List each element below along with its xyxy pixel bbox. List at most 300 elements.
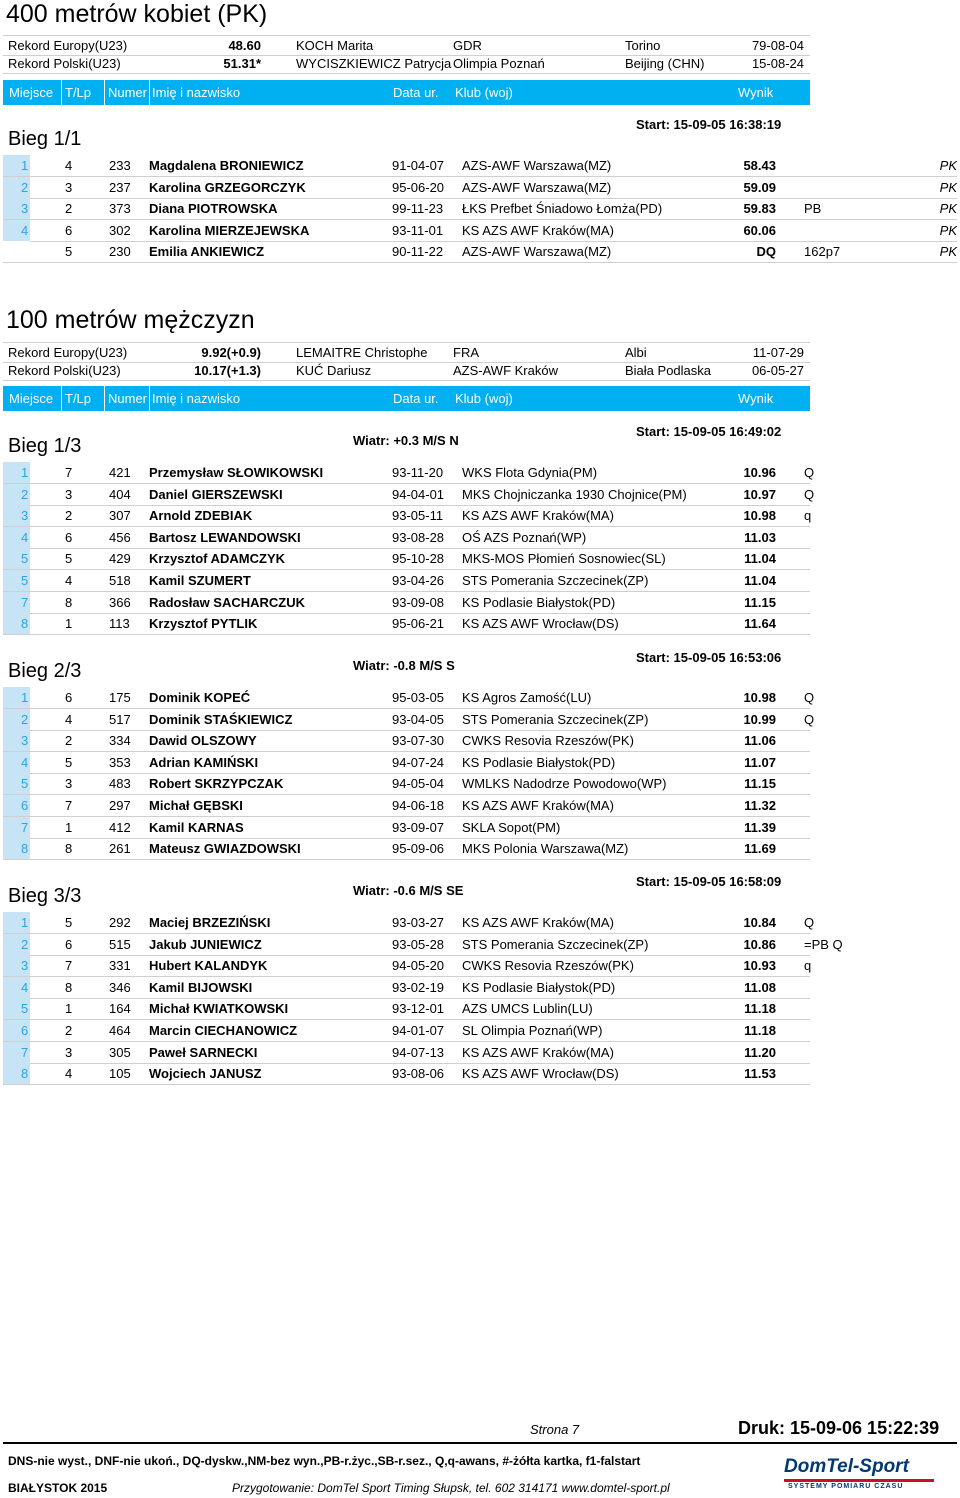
position-number: 2 <box>21 937 29 952</box>
row-divider <box>3 859 810 860</box>
position-cell <box>3 592 30 613</box>
club-name: KS AZS AWF Kraków(MA) <box>462 1045 614 1060</box>
birth-date: 93-12-01 <box>392 1001 445 1016</box>
bib-number: 302 <box>109 223 131 238</box>
position-cell <box>3 730 30 751</box>
bib-number: 404 <box>109 487 131 502</box>
lane-number: 6 <box>65 530 73 545</box>
result-row <box>3 1042 957 1063</box>
city-year: BIAŁYSTOK 2015 <box>8 1481 108 1495</box>
birth-date: 95-06-20 <box>392 180 445 195</box>
athlete-name: Kamil SZUMERT <box>149 573 251 588</box>
position-cell <box>3 462 30 483</box>
club-name: KS AZS AWF Kraków(MA) <box>462 508 614 523</box>
section-title: 100 metrów mężczyzn <box>6 306 255 334</box>
result-row <box>3 548 957 569</box>
club-name: SKLA Sopot(PM) <box>462 820 561 835</box>
club-name: WMLKS Nadodrze Powodowo(WP) <box>462 776 667 791</box>
record-place: Beijing (CHN) <box>625 56 705 71</box>
heat-title: Bieg 1/3 <box>8 435 82 457</box>
header-separator <box>61 80 62 105</box>
record-athlete: KUĆ Dariusz <box>296 363 372 378</box>
lane-number: 8 <box>65 595 73 610</box>
club-name: KS AZS AWF Wrocław(DS) <box>462 616 619 631</box>
position-number: 2 <box>21 712 29 727</box>
result-row <box>3 817 957 838</box>
birth-date: 99-11-23 <box>392 201 444 216</box>
birth-date: 93-05-28 <box>392 937 445 952</box>
birth-date: 94-05-04 <box>392 776 445 791</box>
header-separator <box>104 80 105 105</box>
heat-start: Start: 15-09-05 16:49:02 <box>636 424 782 439</box>
club-name: AZS-AWF Warszawa(MZ) <box>462 158 612 173</box>
lane-number: 7 <box>65 798 73 813</box>
record-club: AZS-AWF Kraków <box>453 363 558 378</box>
result-row <box>3 998 957 1019</box>
logo-subtitle: SYSTEMY POMIARU CZASU <box>788 1483 904 1490</box>
result-value: 10.96 <box>743 465 776 480</box>
athlete-name: Wojciech JANUSZ <box>149 1066 262 1081</box>
header-separator <box>104 386 105 411</box>
position-cell <box>3 998 30 1019</box>
lane-number: 3 <box>65 180 73 195</box>
birth-date: 95-06-21 <box>392 616 445 631</box>
result-row <box>3 505 957 526</box>
logo-bar <box>784 1479 934 1482</box>
result-row <box>3 613 957 634</box>
result-value: 11.32 <box>744 798 776 813</box>
athlete-name: Jakub JUNIEWICZ <box>149 937 262 952</box>
club-name: SL Olimpia Poznań(WP) <box>462 1023 603 1038</box>
header-miejsce: Miejsce <box>9 391 54 406</box>
row-divider <box>3 634 810 635</box>
result-row <box>3 795 957 816</box>
result-row <box>3 934 957 955</box>
result-value: 10.84 <box>743 915 776 930</box>
birth-date: 93-04-26 <box>392 573 445 588</box>
heat-wind: Wiatr: -0.8 M/S S <box>353 658 455 673</box>
club-name: STS Pomerania Szczecinek(ZP) <box>462 937 649 952</box>
bib-number: 517 <box>109 712 131 727</box>
legend-text: DNS-nie wyst., DNF-nie ukoń., DQ-dyskw.,NM-bez wyn.,PB-r.życ.,SB-r.sez., Q,q-awans, #-żółta kartka, f1-falstart <box>8 1454 641 1468</box>
column-header-bar <box>3 386 810 411</box>
birth-date: 94-05-20 <box>392 958 445 973</box>
birth-date: 93-02-19 <box>392 980 445 995</box>
lane-number: 2 <box>65 508 73 523</box>
category-note: PK <box>939 201 957 216</box>
birth-date: 95-09-06 <box>392 841 445 856</box>
row-divider <box>3 262 957 263</box>
heat-wind: Wiatr: +0.3 M/S N <box>353 433 459 448</box>
birth-date: 94-04-01 <box>392 487 445 502</box>
bib-number: 412 <box>109 820 131 835</box>
record-club: FRA <box>453 345 479 360</box>
result-value: 11.04 <box>744 551 776 566</box>
position-number: 8 <box>21 616 29 631</box>
position-cell <box>3 198 30 219</box>
lane-number: 2 <box>65 201 73 216</box>
position-number: 1 <box>21 465 29 480</box>
lane-number: 2 <box>65 733 73 748</box>
record-date: 15-08-24 <box>751 56 804 71</box>
result-value: 11.07 <box>744 755 776 770</box>
club-name: STS Pomerania Szczecinek(ZP) <box>462 573 649 588</box>
position-cell <box>3 709 30 730</box>
athlete-name: Krzysztof ADAMCZYK <box>149 551 286 566</box>
bib-number: 373 <box>109 201 131 216</box>
result-value: 11.06 <box>744 733 776 748</box>
result-row <box>3 912 957 933</box>
position-cell <box>3 912 30 933</box>
athlete-name: Krzysztof PYTLIK <box>149 616 258 631</box>
position-cell <box>3 838 30 859</box>
position-cell <box>3 955 30 976</box>
lane-number: 7 <box>65 958 73 973</box>
heat-wind: Wiatr: -0.6 M/S SE <box>353 883 464 898</box>
result-value: 10.98 <box>743 690 776 705</box>
club-name: KS AZS AWF Kraków(MA) <box>462 798 614 813</box>
position-cell <box>3 177 30 198</box>
birth-date: 93-09-08 <box>392 595 445 610</box>
club-name: KS AZS AWF Kraków(MA) <box>462 223 614 238</box>
club-name: ŁKS Prefbet Śniadowo Łomża(PD) <box>462 201 663 216</box>
lane-number: 6 <box>65 690 73 705</box>
header-separator <box>149 80 150 105</box>
result-value: 11.69 <box>744 841 776 856</box>
result-value: 11.15 <box>744 595 776 610</box>
position-number: 2 <box>21 180 29 195</box>
record-row-divider <box>3 380 810 381</box>
bib-number: 421 <box>109 465 131 480</box>
position-number: 6 <box>21 1023 29 1038</box>
athlete-name: Paweł SARNECKI <box>149 1045 258 1060</box>
bib-number: 464 <box>109 1023 131 1038</box>
position-cell <box>3 752 30 773</box>
bib-number: 305 <box>109 1045 131 1060</box>
bib-number: 483 <box>109 776 131 791</box>
record-date: 79-08-04 <box>751 38 804 53</box>
position-cell <box>3 934 30 955</box>
athlete-name: Arnold ZDEBIAK <box>149 508 253 523</box>
record-club: Olimpia Poznań <box>453 56 545 71</box>
athlete-name: Karolina GRZEGORCZYK <box>149 180 306 195</box>
header-result: Wynik <box>738 85 774 100</box>
position-cell <box>3 241 30 262</box>
lane-number: 7 <box>65 465 73 480</box>
record-result: 10.17(+1.3) <box>194 363 261 378</box>
athlete-name: Dawid OLSZOWY <box>149 733 257 748</box>
result-note: PB <box>804 201 822 216</box>
record-place: Torino <box>625 38 661 53</box>
result-value: DQ <box>756 244 776 259</box>
record-row-divider <box>3 73 810 74</box>
bib-number: 292 <box>109 915 131 930</box>
lane-number: 3 <box>65 776 73 791</box>
result-note: Q <box>804 712 815 727</box>
position-number: 3 <box>21 508 29 523</box>
result-row <box>3 955 957 976</box>
header-club: Klub (woj) <box>455 85 513 100</box>
record-label: Rekord Europy(U23) <box>8 345 128 360</box>
club-name: MKS Chojniczanka 1930 Chojnice(PM) <box>462 487 687 502</box>
position-cell <box>3 570 30 591</box>
result-note: Q <box>804 690 815 705</box>
birth-date: 94-01-07 <box>392 1023 445 1038</box>
result-value: 11.20 <box>744 1045 776 1060</box>
result-row <box>3 730 957 751</box>
athlete-name: Daniel GIERSZEWSKI <box>149 487 283 502</box>
result-row <box>3 220 957 241</box>
lane-number: 1 <box>65 820 73 835</box>
athlete-name: Przemysław SŁOWIKOWSKI <box>149 465 324 480</box>
position-number: 8 <box>21 841 29 856</box>
lane-number: 3 <box>65 487 73 502</box>
club-name: STS Pomerania Szczecinek(ZP) <box>462 712 649 727</box>
birth-date: 93-04-05 <box>392 712 445 727</box>
result-row <box>3 838 957 859</box>
position-cell <box>3 527 30 548</box>
result-value: 10.97 <box>743 487 776 502</box>
category-note: PK <box>939 180 957 195</box>
record-box-top <box>3 342 810 343</box>
result-row <box>3 709 957 730</box>
heat-title: Bieg 1/1 <box>8 128 82 150</box>
athlete-name: Magdalena BRONIEWICZ <box>149 158 304 173</box>
lane-number: 6 <box>65 223 73 238</box>
result-note: 162p7 <box>804 244 841 259</box>
position-number: 5 <box>21 551 29 566</box>
record-result: 9.92(+0.9) <box>201 345 261 360</box>
footer-divider <box>3 1442 957 1444</box>
bib-number: 331 <box>109 958 131 973</box>
record-result: 48.60 <box>228 38 261 53</box>
lane-number: 4 <box>65 712 73 727</box>
lane-number: 5 <box>65 755 73 770</box>
club-name: KS AZS AWF Wrocław(DS) <box>462 1066 619 1081</box>
result-row <box>3 773 957 794</box>
club-name: AZS UMCS Lublin(LU) <box>462 1001 593 1016</box>
position-number: 1 <box>21 690 29 705</box>
athlete-name: Hubert KALANDYK <box>149 958 268 973</box>
lane-number: 4 <box>65 573 73 588</box>
result-value: 10.99 <box>743 712 776 727</box>
birth-date: 95-03-05 <box>392 690 445 705</box>
bib-number: 297 <box>109 798 131 813</box>
bib-number: 233 <box>109 158 131 173</box>
heat-start: Start: 15-09-05 16:58:09 <box>636 874 782 889</box>
result-value: 10.93 <box>743 958 776 973</box>
record-label: Rekord Polski(U23) <box>8 363 121 378</box>
domtel-logo <box>784 1456 936 1494</box>
result-value: 10.98 <box>743 508 776 523</box>
athlete-name: Adrian KAMIŃSKI <box>149 755 259 770</box>
position-number: 4 <box>21 755 29 770</box>
athlete-name: Bartosz LEWANDOWSKI <box>149 530 301 545</box>
lane-number: 5 <box>65 244 73 259</box>
birth-date: 94-07-13 <box>392 1045 445 1060</box>
position-number: 7 <box>21 1045 29 1060</box>
record-place: Albi <box>625 345 647 360</box>
result-note: q <box>804 958 812 973</box>
result-note: =PB Q <box>804 937 843 952</box>
athlete-name: Dominik KOPEĆ <box>149 690 251 705</box>
birth-date: 93-11-01 <box>392 223 444 238</box>
bib-number: 518 <box>109 573 131 588</box>
position-number: 1 <box>21 158 29 173</box>
position-cell <box>3 1020 30 1041</box>
result-note: Q <box>804 487 815 502</box>
result-row <box>3 570 957 591</box>
athlete-name: Radosław SACHARCZUK <box>149 595 306 610</box>
result-row <box>3 198 957 219</box>
prepared-by: Przygotowanie: DomTel Sport Timing Słupsk, tel. 602 314171 www.domtel-sport.pl <box>232 1481 670 1495</box>
bib-number: 429 <box>109 551 131 566</box>
result-row <box>3 592 957 613</box>
result-value: 11.18 <box>744 1001 776 1016</box>
position-cell <box>3 505 30 526</box>
position-number: 5 <box>21 573 29 588</box>
header-name: Imię i nazwisko <box>152 85 241 100</box>
position-cell <box>3 687 30 708</box>
athlete-name: Michał KWIATKOWSKI <box>149 1001 289 1016</box>
record-club: GDR <box>453 38 482 53</box>
birth-date: 93-07-30 <box>392 733 445 748</box>
club-name: KS AZS AWF Kraków(MA) <box>462 915 614 930</box>
result-row <box>3 1063 957 1084</box>
bib-number: 353 <box>109 755 131 770</box>
position-cell <box>3 795 30 816</box>
lane-number: 4 <box>65 158 73 173</box>
position-number: 8 <box>21 1066 29 1081</box>
birth-date: 93-11-20 <box>392 465 444 480</box>
logo-text: DomTel-Sport <box>784 1456 909 1477</box>
bib-number: 346 <box>109 980 131 995</box>
result-value: 60.06 <box>743 223 776 238</box>
position-number: 4 <box>21 980 29 995</box>
position-cell <box>3 155 30 176</box>
section-title: 400 metrów kobiet (PK) <box>6 0 268 28</box>
header-tlp: T/Lp <box>65 391 92 406</box>
position-number: 3 <box>21 958 29 973</box>
club-name: KS Podlasie Białystok(PD) <box>462 755 616 770</box>
position-number: 7 <box>21 820 29 835</box>
athlete-name: Kamil KARNAS <box>149 820 244 835</box>
club-name: AZS-AWF Warszawa(MZ) <box>462 244 612 259</box>
header-date: Data ur. <box>393 85 439 100</box>
position-number: 5 <box>21 1001 29 1016</box>
result-value: 58.43 <box>743 158 776 173</box>
row-divider <box>3 1084 810 1085</box>
result-value: 10.86 <box>743 937 776 952</box>
birth-date: 91-04-07 <box>392 158 445 173</box>
bib-number: 175 <box>109 690 131 705</box>
record-athlete: KOCH Marita <box>296 38 374 53</box>
athlete-name: Dominik STAŚKIEWICZ <box>149 712 293 727</box>
column-header-bar <box>3 80 810 105</box>
athlete-name: Karolina MIERZEJEWSKA <box>149 223 310 238</box>
position-number: 2 <box>21 487 29 502</box>
result-value: 11.08 <box>744 980 776 995</box>
position-number: 4 <box>21 530 29 545</box>
birth-date: 93-03-27 <box>392 915 445 930</box>
position-cell <box>3 1063 30 1084</box>
lane-number: 1 <box>65 616 73 631</box>
record-place: Biała Podlaska <box>625 363 711 378</box>
bib-number: 230 <box>109 244 131 259</box>
lane-number: 1 <box>65 1001 73 1016</box>
record-label: Rekord Polski(U23) <box>8 56 121 71</box>
lane-number: 3 <box>65 1045 73 1060</box>
athlete-name: Diana PIOTROWSKA <box>149 201 278 216</box>
header-separator <box>149 386 150 411</box>
position-number: 6 <box>21 798 29 813</box>
bib-number: 515 <box>109 937 131 952</box>
result-value: 11.15 <box>744 776 776 791</box>
bib-number: 456 <box>109 530 131 545</box>
club-name: KS Agros Zamość(LU) <box>462 690 592 705</box>
birth-date: 93-08-06 <box>392 1066 445 1081</box>
heat-start: Start: 15-09-05 16:53:06 <box>636 650 782 665</box>
lane-number: 6 <box>65 937 73 952</box>
category-note: PK <box>939 244 957 259</box>
result-row <box>3 484 957 505</box>
result-value: 11.53 <box>744 1066 776 1081</box>
club-name: WKS Flota Gdynia(PM) <box>462 465 598 480</box>
athlete-name: Mateusz GWIAZDOWSKI <box>149 841 301 856</box>
birth-date: 94-07-24 <box>392 755 445 770</box>
bib-number: 164 <box>109 1001 131 1016</box>
header-name: Imię i nazwisko <box>152 391 241 406</box>
result-note: q <box>804 508 812 523</box>
position-cell <box>3 773 30 794</box>
club-name: AZS-AWF Warszawa(MZ) <box>462 180 612 195</box>
position-cell <box>3 548 30 569</box>
position-cell <box>3 1042 30 1063</box>
bib-number: 334 <box>109 733 131 748</box>
club-name: MKS-MOS Płomień Sosnowiec(SL) <box>462 551 666 566</box>
birth-date: 94-06-18 <box>392 798 445 813</box>
result-row <box>3 177 957 198</box>
result-value: 59.09 <box>743 180 776 195</box>
category-note: PK <box>939 158 957 173</box>
bib-number: 113 <box>109 616 130 631</box>
print-timestamp: Druk: 15-09-06 15:22:39 <box>738 1418 940 1438</box>
result-row <box>3 241 957 262</box>
position-number: 7 <box>21 595 29 610</box>
record-result: 51.31* <box>223 56 261 71</box>
position-cell <box>3 613 30 634</box>
bib-number: 366 <box>109 595 131 610</box>
result-row <box>3 527 957 548</box>
position-cell <box>3 817 30 838</box>
result-note: Q <box>804 915 815 930</box>
athlete-name: Emilia ANKIEWICZ <box>149 244 265 259</box>
lane-number: 5 <box>65 915 73 930</box>
position-number: 5 <box>21 776 29 791</box>
header-result: Wynik <box>738 391 774 406</box>
record-date: 06-05-27 <box>751 363 804 378</box>
position-number: 3 <box>21 201 29 216</box>
result-value: 11.39 <box>744 820 776 835</box>
athlete-name: Marcin CIECHANOWICZ <box>149 1023 298 1038</box>
result-row <box>3 462 957 483</box>
athlete-name: Robert SKRZYPCZAK <box>149 776 284 791</box>
header-club: Klub (woj) <box>455 391 513 406</box>
position-number: 3 <box>21 733 29 748</box>
position-cell <box>3 977 30 998</box>
athlete-name: Michał GĘBSKI <box>149 798 243 813</box>
page-number: Strona 7 <box>530 1422 580 1437</box>
